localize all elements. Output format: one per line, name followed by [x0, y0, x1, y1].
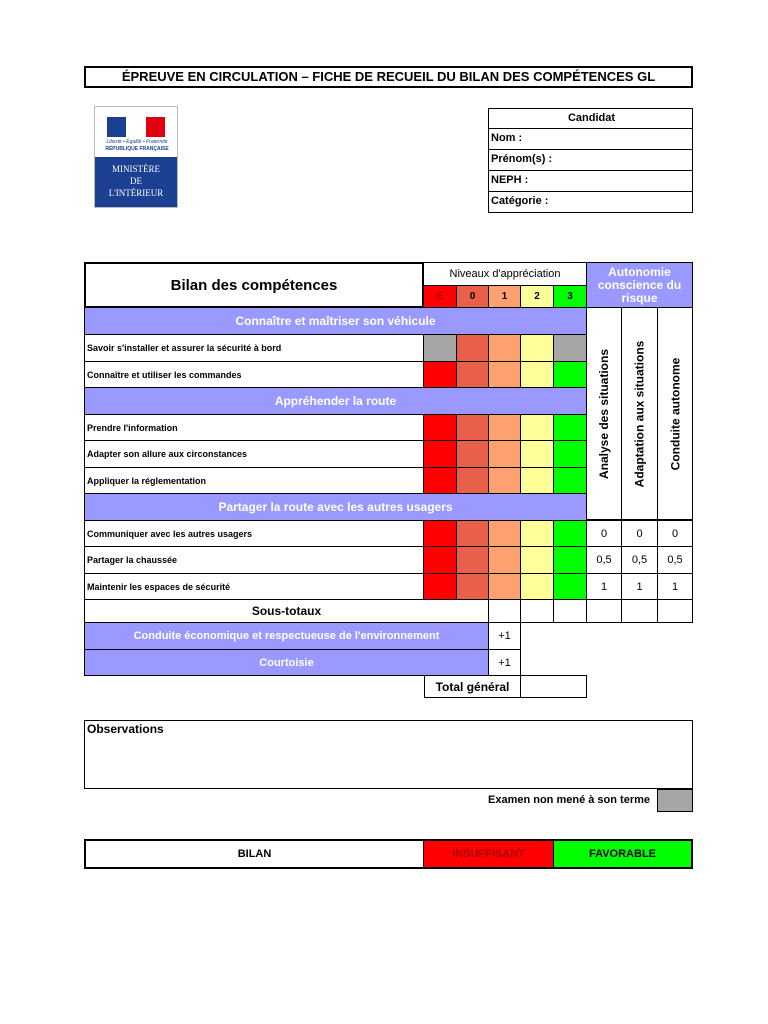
subtotal-cell[interactable] — [586, 599, 622, 623]
level-3: 3 — [553, 285, 587, 308]
level-1: 1 — [488, 285, 521, 308]
level-cell-2[interactable] — [520, 573, 554, 600]
observations-label: Observations — [87, 722, 164, 736]
level-cell-e[interactable] — [423, 361, 457, 388]
level-cell-e[interactable] — [423, 334, 457, 362]
level-cell-e[interactable] — [423, 467, 457, 494]
level-cell-2[interactable] — [520, 440, 554, 468]
level-cell-3[interactable] — [553, 361, 587, 388]
level-cell-1[interactable] — [488, 573, 521, 600]
level-e: E — [423, 285, 457, 308]
bonus-eco-label: Conduite économique et respectueuse de l'environnement — [84, 622, 489, 650]
autonomy-value[interactable]: 0,5 — [586, 546, 622, 574]
level-cell-e[interactable] — [423, 414, 457, 441]
autonomy-value[interactable]: 0 — [657, 520, 693, 547]
subtotal-cell[interactable] — [553, 599, 587, 623]
autonomy-value[interactable]: 0 — [586, 520, 622, 547]
row-label: Savoir s'installer et assurer la sécurité à bord — [84, 334, 424, 362]
autonomy-value[interactable]: 0,5 — [657, 546, 693, 574]
level-cell-e[interactable] — [423, 520, 457, 547]
logo-republic: RÉPUBLIQUE FRANÇAISE — [105, 146, 169, 152]
autonomy-value[interactable]: 1 — [657, 573, 693, 600]
level-cell-2[interactable] — [520, 546, 554, 574]
row-label: Maintenir les espaces de sécurité — [84, 573, 424, 600]
french-flag-icon — [107, 117, 165, 137]
logo-ministry — [95, 157, 177, 207]
level-cell-0[interactable] — [456, 414, 489, 441]
candidate-neph-field[interactable]: NEPH : — [488, 171, 693, 192]
level-cell-3[interactable] — [553, 440, 587, 468]
level-cell-0[interactable] — [456, 361, 489, 388]
level-cell-e[interactable] — [423, 440, 457, 468]
autonomy-value[interactable]: 0,5 — [621, 546, 658, 574]
autonomy-value[interactable]: 1 — [621, 573, 658, 600]
level-cell-0[interactable] — [456, 334, 489, 362]
exam-not-completed-checkbox[interactable] — [657, 789, 693, 812]
level-cell-0[interactable] — [456, 546, 489, 574]
levels-header: Niveaux d'appréciation — [423, 262, 587, 286]
subtotal-cell[interactable] — [488, 599, 521, 623]
row-label: Appliquer la réglementation — [84, 467, 424, 494]
level-2: 2 — [520, 285, 554, 308]
level-cell-3[interactable] — [553, 467, 587, 494]
section-road: Appréhender la route — [84, 387, 587, 415]
logo-line3: L'INTÉRIEUR — [108, 188, 164, 198]
logo-line2: DE — [130, 176, 142, 186]
level-cell-e[interactable] — [423, 573, 457, 600]
section-vehicle: Connaître et maîtriser son véhicule — [84, 307, 587, 335]
candidate-category-field[interactable]: Catégorie : — [488, 192, 693, 213]
level-0: 0 — [456, 285, 489, 308]
level-cell-3[interactable] — [553, 546, 587, 574]
autonomy-col-adaptation: Adaptation aux situations — [621, 307, 658, 520]
level-cell-0[interactable] — [456, 520, 489, 547]
observations-box[interactable] — [84, 720, 693, 789]
candidate-box — [488, 108, 693, 213]
bonus-courtesy-value[interactable]: +1 — [488, 649, 521, 676]
bonus-courtesy-label: Courtoisie — [84, 649, 489, 676]
level-cell-2[interactable] — [520, 361, 554, 388]
logo-motto: Liberté • Égalité • Fraternité — [106, 139, 168, 145]
level-cell-1[interactable] — [488, 361, 521, 388]
autonomy-header: Autonomie conscience du risque — [586, 262, 693, 308]
level-cell-e[interactable] — [423, 546, 457, 574]
level-cell-1[interactable] — [488, 440, 521, 468]
level-cell-2[interactable] — [520, 414, 554, 441]
candidate-name-field[interactable]: Nom : — [488, 129, 693, 150]
bilan-insufficient-button[interactable]: INSUFFISANT — [423, 839, 554, 869]
row-label: Adapter son allure aux circonstances — [84, 440, 424, 468]
level-cell-3[interactable] — [553, 520, 587, 547]
level-cell-3[interactable] — [553, 334, 587, 362]
level-cell-0[interactable] — [456, 440, 489, 468]
candidate-header: Candidat — [488, 108, 693, 129]
candidate-firstname-field[interactable]: Prénom(s) : — [488, 150, 693, 171]
bonus-eco-value[interactable]: +1 — [488, 622, 521, 650]
autonomy-value[interactable]: 0 — [621, 520, 658, 547]
row-label: Prendre l'information — [84, 414, 424, 441]
level-cell-0[interactable] — [456, 573, 489, 600]
level-cell-1[interactable] — [488, 546, 521, 574]
subtotal-label: Sous-totaux — [84, 599, 489, 623]
level-cell-1[interactable] — [488, 520, 521, 547]
subtotal-cell[interactable] — [657, 599, 693, 623]
bilan-label: BILAN — [84, 839, 424, 869]
subtotal-cell[interactable] — [621, 599, 658, 623]
bilan-favorable-button[interactable]: FAVORABLE — [553, 839, 693, 869]
table-title: Bilan des compétences — [84, 262, 424, 308]
level-cell-1[interactable] — [488, 467, 521, 494]
ministry-logo — [94, 106, 178, 208]
row-label: Communiquer avec les autres usagers — [84, 520, 424, 547]
autonomy-col-autonomous: Conduite autonome — [657, 307, 693, 520]
exam-not-completed-label: Examen non mené à son terme — [488, 794, 650, 806]
subtotal-cell[interactable] — [520, 599, 554, 623]
autonomy-col-analysis: Analyse des situations — [586, 307, 622, 520]
logo-line1: MINISTÈRE — [112, 164, 160, 174]
row-label: Connaître et utiliser les commandes — [84, 361, 424, 388]
section-share: Partager la route avec les autres usagers — [84, 493, 587, 521]
row-label: Partager la chaussée — [84, 546, 424, 574]
total-label: Total général — [424, 675, 521, 698]
level-cell-3[interactable] — [553, 414, 587, 441]
level-cell-0[interactable] — [456, 467, 489, 494]
level-cell-2[interactable] — [520, 467, 554, 494]
total-value[interactable] — [520, 675, 587, 698]
autonomy-value[interactable]: 1 — [586, 573, 622, 600]
level-cell-1[interactable] — [488, 414, 521, 441]
level-cell-2[interactable] — [520, 520, 554, 547]
level-cell-2[interactable] — [520, 334, 554, 362]
level-cell-3[interactable] — [553, 573, 587, 600]
level-cell-1[interactable] — [488, 334, 521, 362]
page-title: ÉPREUVE EN CIRCULATION – FICHE DE RECUEIL DU BILAN DES COMPÉTENCES GL — [84, 66, 693, 88]
